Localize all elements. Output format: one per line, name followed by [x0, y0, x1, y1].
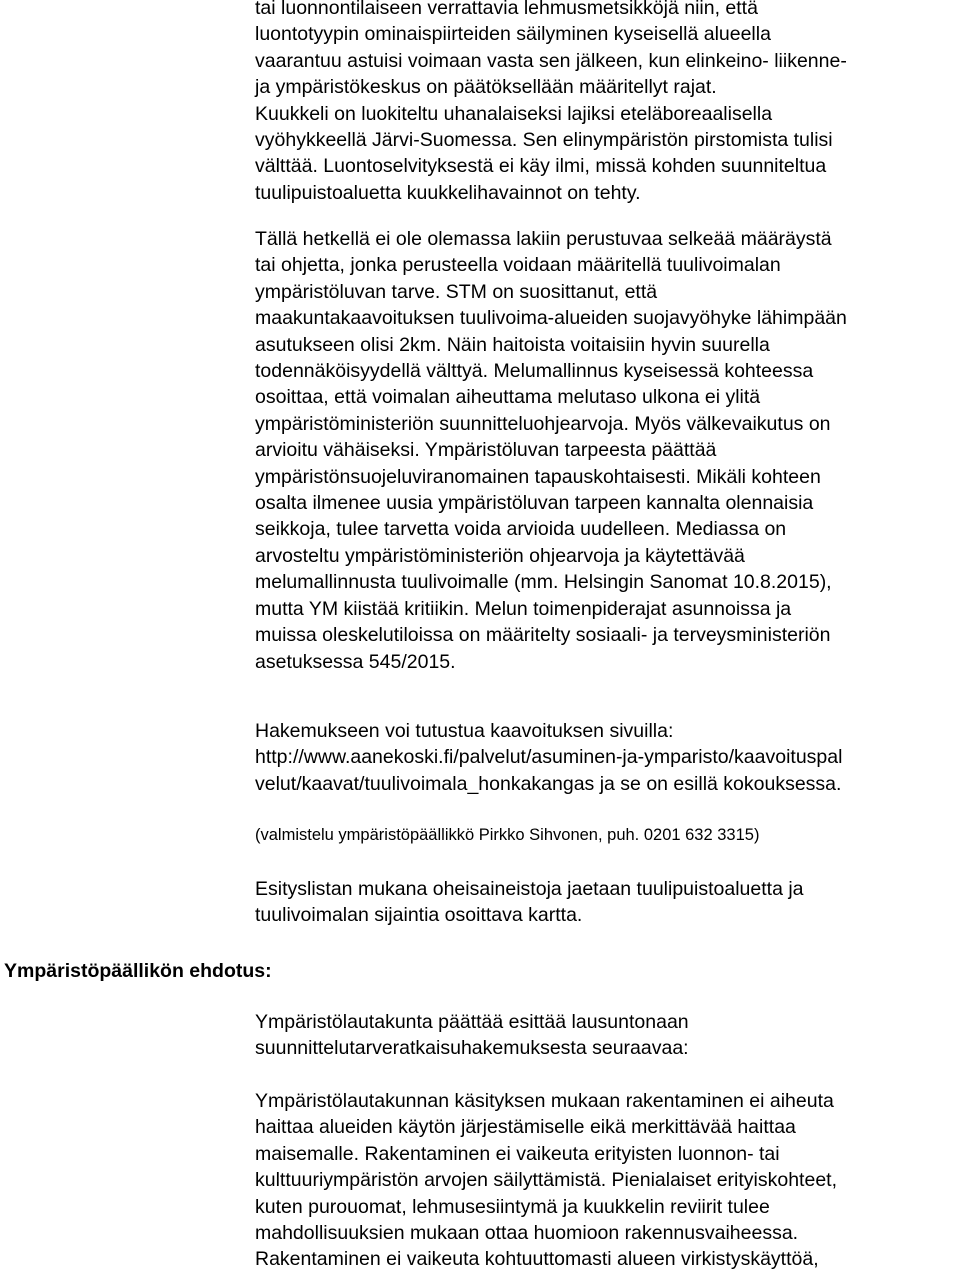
preparer-note: (valmistelu ympäristöpäällikkö Pirkko Sihvonen, puh. 0201 632 3315): [255, 826, 760, 844]
paragraph-decision-intro: Ympäristölautakunta päättää esittää lausuntonaan suunnittelutarveratkaisuhakemuksesta seuraavaa:: [255, 1011, 689, 1060]
paragraph-environmental-permit: Tällä hetkellä ei ole olemassa lakiin perustuvaa selkeää määräystä tai ohjetta, jonka perusteella voidaan määritellä tuulivoimalan ympäristöluvan tarve. STM on suosittanut, että maakuntakaavoituksen tuulivoima-alueiden suojavyöhyke lähimpään asutukseen olisi 2km. Näin haitoista voitaisiin hyvin suurella todennäköisyydellä välttyä. Melumallinnus kyseisessä kohteessa osoittaa, että voimalan aiheuttama melutaso ulkona ei ylitä ympäristöministeriön suunnitteluohjearvoja. Myös välkevaikutus on arvioitu vähäiseksi. Ympäristöluvan tarpeesta päättää ympäristönsuojeluviranomainen tapauskohtaisesti. Mikäli kohteen osalta ilmenee uusia ympäristöluvan tarpeen kannalta olennaisia seikkoja, tulee tarvetta voida arvioida uudelleen. Mediassa on arvosteltu ympäristöministeriön ohjearvoja ja käytettävää melumallinnusta tuulivoimalle (mm. Helsingin Sanomat 10.8.2015), mutta YM kiistää kritiikin. Melun toimenpiderajat asunnoissa ja muissa oleskelutiloissa on määritelty sosiaali- ja terveysministeriön asetuksessa 545/2015.: [255, 228, 847, 673]
paragraph-board-opinion: Ympäristölautakunnan käsityksen mukaan rakentaminen ei aiheuta haittaa alueiden käytön järjestämiselle eikä merkittävää haittaa maisemalle. Rakentaminen ei vaikeuta erityisten luonnon- tai kulttuuriympäristön arvojen säilyttämistä. Pienialaiset erityiskohteet, kuten purouomat, lehmusesiintymä ja kuukkelin reviirit tulee mahdollisuuksien mukaan ottaa huomioon rakennusvaiheessa. Rakentaminen ei vaikeuta kohtuuttomasti alueen virkistyskäyttöä,: [255, 1090, 838, 1271]
proposal-heading: Ympäristöpäällikön ehdotus:: [4, 960, 272, 982]
paragraph-application-link: Hakemukseen voi tutustua kaavoituksen sivuilla: http://www.aanekoski.fi/palvelut/asuminen-ja-ymparisto/kaavoituspal velut/kaavat/tuulivoimala_honkakangas ja se on esillä kokouksessa.: [255, 720, 843, 795]
paragraph-attachments: Esityslistan mukana oheisaineistoja jaetaan tuulipuistoaluetta ja tuulivoimalan sijaintia osoittava kartta.: [255, 878, 804, 927]
paragraph-nature-survey: tai luonnontilaiseen verrattavia lehmusmetsikköjä niin, että luontotyypin ominaispiirteiden säilyminen kyseisellä alueella vaarantuu astuisi voimaan vasta sen jälkeen, kun elinkeino- liikenne- ja ympäristökeskus on päätöksellään määritellyt rajat. Kuukkeli on luokiteltu uhanalaiseksi lajiksi eteläboreaalisella vyöhykkeellä Järvi-Suomessa. Sen elinympäristön pirstomista tulisi välttää. Luontoselvityksestä ei käy ilmi, missä kohden suunniteltua tuulipuistoaluetta kuukkelihavainnot on tehty.: [255, 0, 847, 204]
